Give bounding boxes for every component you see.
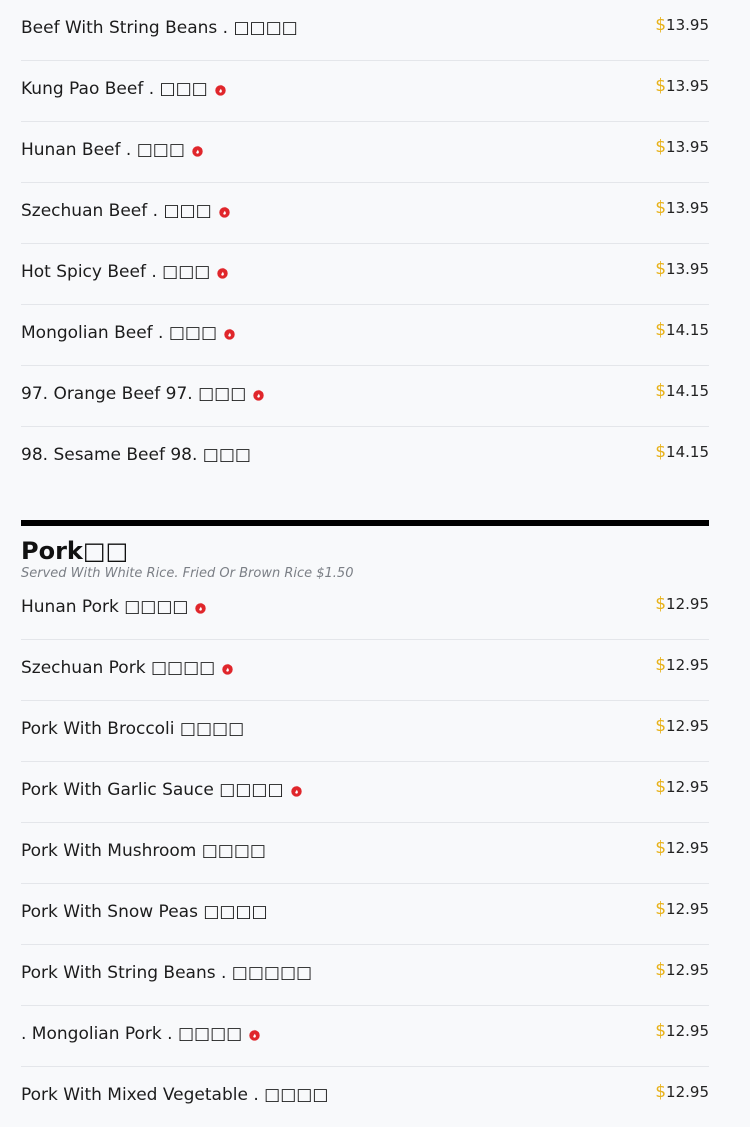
menu-item[interactable] bbox=[21, 579, 709, 640]
item-price: $13.95 bbox=[655, 76, 709, 96]
currency-symbol: $ bbox=[655, 1082, 667, 1102]
section-spacer bbox=[21, 487, 709, 520]
spicy-icon bbox=[290, 784, 303, 797]
currency-symbol: $ bbox=[655, 381, 667, 401]
spicy-icon bbox=[252, 388, 265, 401]
menu-item[interactable] bbox=[21, 1067, 709, 1127]
item-name: Pork With Mixed Vegetable . □□□□ bbox=[21, 1085, 329, 1105]
spicy-icon bbox=[218, 205, 231, 218]
item-price: $14.15 bbox=[655, 381, 709, 401]
currency-symbol: $ bbox=[655, 259, 667, 279]
spicy-icon bbox=[214, 83, 227, 96]
currency-symbol: $ bbox=[655, 655, 667, 675]
item-name: Szechuan Pork □□□□ bbox=[21, 658, 234, 678]
menu-item[interactable] bbox=[21, 884, 709, 945]
item-name: Hunan Pork □□□□ bbox=[21, 597, 207, 617]
currency-symbol: $ bbox=[655, 960, 667, 980]
pork-section-header bbox=[21, 526, 709, 579]
menu-item[interactable] bbox=[21, 762, 709, 823]
item-name: Mongolian Beef . □□□ bbox=[21, 323, 236, 343]
menu-item[interactable] bbox=[21, 701, 709, 762]
currency-symbol: $ bbox=[655, 15, 667, 35]
item-name: Szechuan Beef . □□□ bbox=[21, 201, 231, 221]
item-name: . Mongolian Pork . □□□□ bbox=[21, 1024, 261, 1044]
item-price: $12.95 bbox=[655, 960, 709, 980]
item-name: Pork With Snow Peas □□□□ bbox=[21, 902, 268, 922]
item-price: $13.95 bbox=[655, 137, 709, 157]
item-name: Pork With String Beans . □□□□□ bbox=[21, 963, 313, 983]
menu-item[interactable] bbox=[21, 61, 709, 122]
spicy-icon bbox=[216, 266, 229, 279]
item-price: $12.95 bbox=[655, 594, 709, 614]
spicy-icon bbox=[221, 662, 234, 675]
menu-item[interactable] bbox=[21, 0, 709, 61]
menu-item[interactable] bbox=[21, 122, 709, 183]
item-name: Kung Pao Beef . □□□ bbox=[21, 79, 227, 99]
currency-symbol: $ bbox=[655, 838, 667, 858]
currency-symbol: $ bbox=[655, 1021, 667, 1041]
item-price: $12.95 bbox=[655, 655, 709, 675]
currency-symbol: $ bbox=[655, 76, 667, 96]
item-name: Pork With Broccoli □□□□ bbox=[21, 719, 245, 739]
item-name: Hunan Beef . □□□ bbox=[21, 140, 204, 160]
currency-symbol: $ bbox=[655, 442, 667, 462]
item-price: $12.95 bbox=[655, 716, 709, 736]
section-subtitle: Served With White Rice. Fried Or Brown Rice $1.50 bbox=[21, 566, 354, 581]
currency-symbol: $ bbox=[655, 137, 667, 157]
item-price: $12.95 bbox=[655, 838, 709, 858]
item-name: Beef With String Beans . □□□□ bbox=[21, 18, 298, 38]
item-price: $12.95 bbox=[655, 1082, 709, 1102]
section-title: Pork□□ bbox=[21, 537, 129, 565]
currency-symbol: $ bbox=[655, 320, 667, 340]
item-price: $12.95 bbox=[655, 899, 709, 919]
item-price: $12.95 bbox=[655, 1021, 709, 1041]
currency-symbol: $ bbox=[655, 198, 667, 218]
menu-item[interactable] bbox=[21, 945, 709, 1006]
currency-symbol: $ bbox=[655, 777, 667, 797]
item-price: $13.95 bbox=[655, 15, 709, 35]
pork-section-items bbox=[21, 579, 709, 1127]
menu-item[interactable] bbox=[21, 305, 709, 366]
item-price: $13.95 bbox=[655, 259, 709, 279]
item-price: $13.95 bbox=[655, 198, 709, 218]
item-name: 97. Orange Beef 97. □□□ bbox=[21, 384, 265, 404]
spicy-icon bbox=[248, 1028, 261, 1041]
menu-item[interactable] bbox=[21, 366, 709, 427]
item-price: $12.95 bbox=[655, 777, 709, 797]
spicy-icon bbox=[194, 601, 207, 614]
menu-item[interactable] bbox=[21, 640, 709, 701]
item-name: Pork With Garlic Sauce □□□□ bbox=[21, 780, 303, 800]
item-name: Hot Spicy Beef . □□□ bbox=[21, 262, 229, 282]
spicy-icon bbox=[191, 144, 204, 157]
item-name: 98. Sesame Beef 98. □□□ bbox=[21, 445, 251, 465]
currency-symbol: $ bbox=[655, 716, 667, 736]
menu-item[interactable] bbox=[21, 183, 709, 244]
currency-symbol: $ bbox=[655, 899, 667, 919]
currency-symbol: $ bbox=[655, 594, 667, 614]
menu-item[interactable] bbox=[21, 427, 709, 487]
menu-item[interactable] bbox=[21, 1006, 709, 1067]
beef-section-items bbox=[21, 0, 709, 487]
item-name: Pork With Mushroom □□□□ bbox=[21, 841, 266, 861]
spicy-icon bbox=[223, 327, 236, 340]
item-price: $14.15 bbox=[655, 320, 709, 340]
item-price: $14.15 bbox=[655, 442, 709, 462]
menu-list bbox=[21, 0, 709, 1127]
menu-item[interactable] bbox=[21, 244, 709, 305]
menu-item[interactable] bbox=[21, 823, 709, 884]
